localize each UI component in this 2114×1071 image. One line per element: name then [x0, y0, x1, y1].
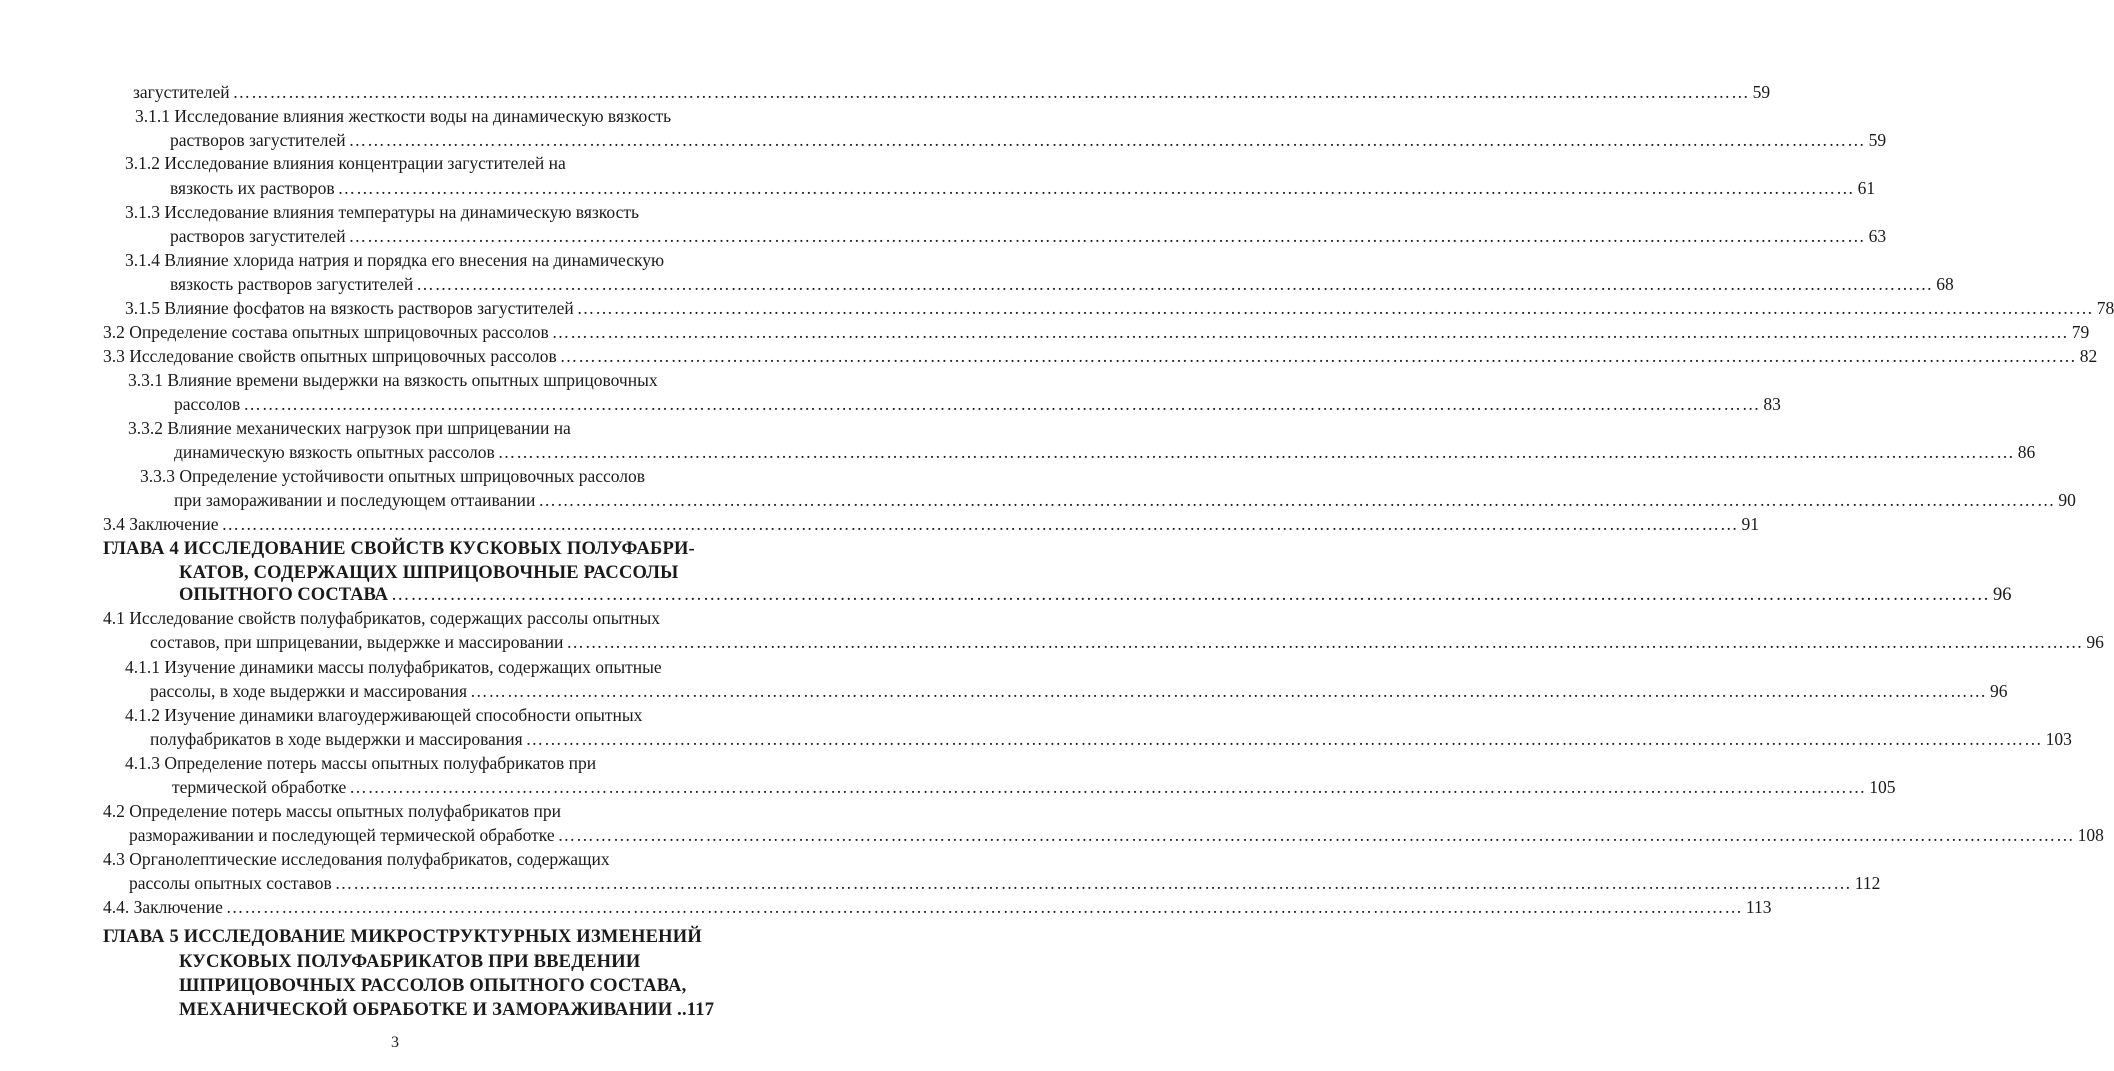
dot-leader: ………………………………………………………………………………………………………………………………………………………………………………………………………………………… — [576, 298, 2094, 318]
toc-entry-text: 3.3.3 Определение устойчивости опытных шприцовочных рассолов — [140, 466, 646, 486]
toc-entry-text: 4.1.1 Изучение динамики массы полуфабрикатов, содержащих опытные — [125, 657, 662, 677]
toc-entry-text: 3.1.3 Исследование влияния температуры на динамическую вязкость — [125, 202, 639, 222]
toc-entry-text: динамическую вязкость опытных рассолов — [174, 442, 495, 462]
toc-page-number: 59 — [1868, 130, 1887, 150]
toc-entry — [103, 513, 1759, 535]
dot-leader: ………………………………………………………………………………………………………………………………………………………………………………………………………………………… — [416, 274, 1934, 294]
dot-leader: ………………………………………………………………………………………………………………………………………………………………………………………………………………………… — [225, 897, 1743, 917]
toc-entry-text: 4.4. Заключение — [103, 897, 223, 917]
toc-entry-text: рассолов — [174, 394, 241, 414]
toc-entry — [150, 631, 2104, 653]
toc-entry-text: 3.3.2 Влияние механических нагрузок при шприцевании на — [128, 418, 571, 438]
toc-page-number: 90 — [2058, 490, 2076, 510]
toc-entry — [174, 489, 2076, 511]
toc-entry — [170, 129, 1887, 151]
dot-leader: ………………………………………………………………………………………………………………………………………………………………………………………………………………………… — [221, 514, 1739, 534]
toc-page-number: 78 — [2096, 298, 2114, 318]
dot-leader: ………………………………………………………………………………………………………………………………………………………………………………………………………………………… — [551, 322, 2069, 342]
toc-entry-text: 3.1.5 Влияние фосфатов на вязкость растворов загустителей — [125, 298, 574, 318]
chapter-4-heading: ГЛАВА 4 ИССЛЕДОВАНИЕ СВОЙСТВ КУСКОВЫХ ПОЛУФАБРИ- — [103, 539, 695, 559]
toc-entry-text: рассолы опытных составов — [129, 873, 332, 893]
toc-entry-text: 3.1.4 Влияние хлорида натрия и порядка его внесения на динамическую — [125, 250, 665, 270]
toc-entry-text: рассолы, в ходе выдержки и массирования — [150, 681, 468, 701]
toc-page-number: 103 — [2045, 729, 2072, 749]
dot-leader: ………………………………………………………………………………………………………………………………………………………………………………………………………………………… — [525, 729, 2043, 749]
dot-leader: ………………………………………………………………………………………………………………………………………………………………………………………………………………………… — [559, 346, 2077, 366]
toc-entry-text: 3.3 Исследование свойств опытных шприцовочных рассолов — [103, 346, 557, 366]
toc-entry — [133, 81, 1771, 103]
toc-page-number: 59 — [1752, 82, 1771, 102]
chapter-5-heading: КУСКОВЫХ ПОЛУФАБРИКАТОВ ПРИ ВВЕДЕНИИ — [179, 952, 641, 972]
toc-entry-text: вязкость их растворов — [170, 178, 335, 198]
dot-leader: ………………………………………………………………………………………………………………………………………………………………………………………………………………………… — [243, 394, 1761, 414]
toc-entry — [170, 177, 1876, 199]
toc-entry-text: 3.2 Определение состава опытных шприцовочных рассолов — [103, 322, 549, 342]
dot-leader: ………………………………………………………………………………………………………………………………………………………………………………………………………………………… — [334, 873, 1852, 893]
toc-page-number: 83 — [1763, 394, 1781, 414]
toc-entry-text: 3.3.1 Влияние времени выдержки на вязкость опытных шприцовочных — [128, 370, 658, 390]
toc-entry — [174, 393, 1781, 415]
toc-entry-text: 3.1.1 Исследование влияния жесткости воды на динамическую вязкость — [135, 106, 672, 126]
toc-entry-text: при замораживании и последующем оттаивании — [174, 490, 536, 510]
dot-leader: ………………………………………………………………………………………………………………………………………………………………………………………………………………………… — [348, 226, 1866, 246]
toc-entry — [174, 441, 2036, 463]
dot-leader: ………………………………………………………………………………………………………………………………………………………………………………………………………………………… — [232, 82, 1750, 102]
toc-entry — [150, 680, 2008, 702]
toc-page-number: 68 — [1936, 274, 1954, 294]
toc-page-number: 61 — [1857, 178, 1876, 198]
toc-page-number: 79 — [2071, 322, 2090, 342]
toc-entry-text: размораживании и последующей термической обработке — [129, 825, 555, 845]
toc-page-number: 112 — [1854, 873, 1881, 893]
dot-leader: ………………………………………………………………………………………………………………………………………………………………………………………………………………………… — [337, 178, 1855, 198]
toc-entry-text: термической обработке — [172, 777, 347, 797]
dot-leader: ………………………………………………………………………………………………………………………………………………………………………………………………………………………… — [538, 490, 2056, 510]
toc-entry-text: 4.1 Исследование свойств полуфабрикатов, содержащих рассолы опытных — [103, 608, 660, 628]
toc-page-number: 96 — [2086, 632, 2104, 652]
toc-entry — [179, 583, 2012, 607]
toc-entry — [129, 824, 2104, 846]
toc-page-number: 63 — [1868, 226, 1887, 246]
toc-entry-text: 3.1.2 Исследование влияния концентрации загустителей на — [125, 153, 566, 173]
toc-entry — [129, 872, 1881, 894]
dot-leader: ………………………………………………………………………………………………………………………………………………………………………………………………………………………… — [566, 632, 2084, 652]
toc-page-number: 91 — [1741, 514, 1759, 534]
chapter-4-heading: ОПЫТНОГО СОСТАВА — [179, 585, 389, 605]
toc-page-number: 108 — [2077, 825, 2104, 845]
toc-entry — [103, 345, 2098, 367]
chapter-4-heading: КАТОВ, СОДЕРЖАЩИХ ШПРИЦОВОЧНЫЕ РАССОЛЫ — [179, 563, 679, 583]
toc-entry-text: 3.4 Заключение — [103, 514, 219, 534]
dot-leader: ………………………………………………………………………………………………………………………………………………………………………………………………………………………… — [391, 585, 1991, 605]
toc-entry-text: растворов загустителей — [170, 130, 346, 150]
toc-entry — [170, 225, 1887, 247]
toc-entry-text: 4.1.3 Определение потерь массы опытных полуфабрикатов при — [125, 753, 597, 773]
toc-entry-text: 4.2 Определение потерь массы опытных полуфабрикатов при — [103, 801, 562, 821]
toc-entry-text: 4.3 Органолептические исследования полуфабрикатов, содержащих — [103, 849, 610, 869]
dot-leader: ………………………………………………………………………………………………………………………………………………………………………………………………………………………… — [497, 442, 2015, 462]
toc-entry-text: загустителей — [133, 82, 230, 102]
toc-entry — [125, 297, 2114, 319]
toc-page-number: 96 — [1993, 585, 2012, 605]
toc-entry-text: вязкость растворов загустителей — [170, 274, 414, 294]
toc-page-number: 86 — [2017, 442, 2036, 462]
dot-leader: ………………………………………………………………………………………………………………………………………………………………………………………………………………………… — [470, 681, 1988, 701]
toc-entry — [103, 321, 2090, 343]
page-number: 3 — [391, 1034, 399, 1051]
toc-entry-text: 4.1.2 Изучение динамики влагоудерживающей способности опытных — [125, 705, 643, 725]
toc-entry — [103, 896, 1772, 918]
toc-page-number: 113 — [1745, 897, 1772, 917]
dot-leader: ………………………………………………………………………………………………………………………………………………………………………………………………………………………… — [348, 130, 1866, 150]
toc-entry — [172, 776, 1896, 798]
chapter-5-heading: ГЛАВА 5 ИССЛЕДОВАНИЕ МИКРОСТРУКТУРНЫХ ИЗМЕНЕНИЙ — [103, 927, 702, 947]
toc-entry-text: растворов загустителей — [170, 226, 346, 246]
toc-page-number: 82 — [2079, 346, 2098, 366]
toc-entry — [150, 728, 2072, 750]
toc-entry-text: полуфабрикатов в ходе выдержки и массирования — [150, 729, 523, 749]
toc-page-number: 105 — [1869, 777, 1896, 797]
toc-entry-text: составов, при шприцевании, выдержке и массировании — [150, 632, 564, 652]
chapter-5-heading: МЕХАНИЧЕСКОЙ ОБРАБОТКЕ И ЗАМОРАЖИВАНИИ ..117 — [179, 1000, 715, 1020]
chapter-5-heading: ШПРИЦОВОЧНЫХ РАССОЛОВ ОПЫТНОГО СОСТАВА, — [179, 976, 687, 996]
toc-entry — [170, 273, 1954, 295]
dot-leader: ………………………………………………………………………………………………………………………………………………………………………………………………………………………… — [557, 825, 2075, 845]
toc-page-number: 96 — [1990, 681, 2008, 701]
dot-leader: ………………………………………………………………………………………………………………………………………………………………………………………………………………………… — [349, 777, 1867, 797]
